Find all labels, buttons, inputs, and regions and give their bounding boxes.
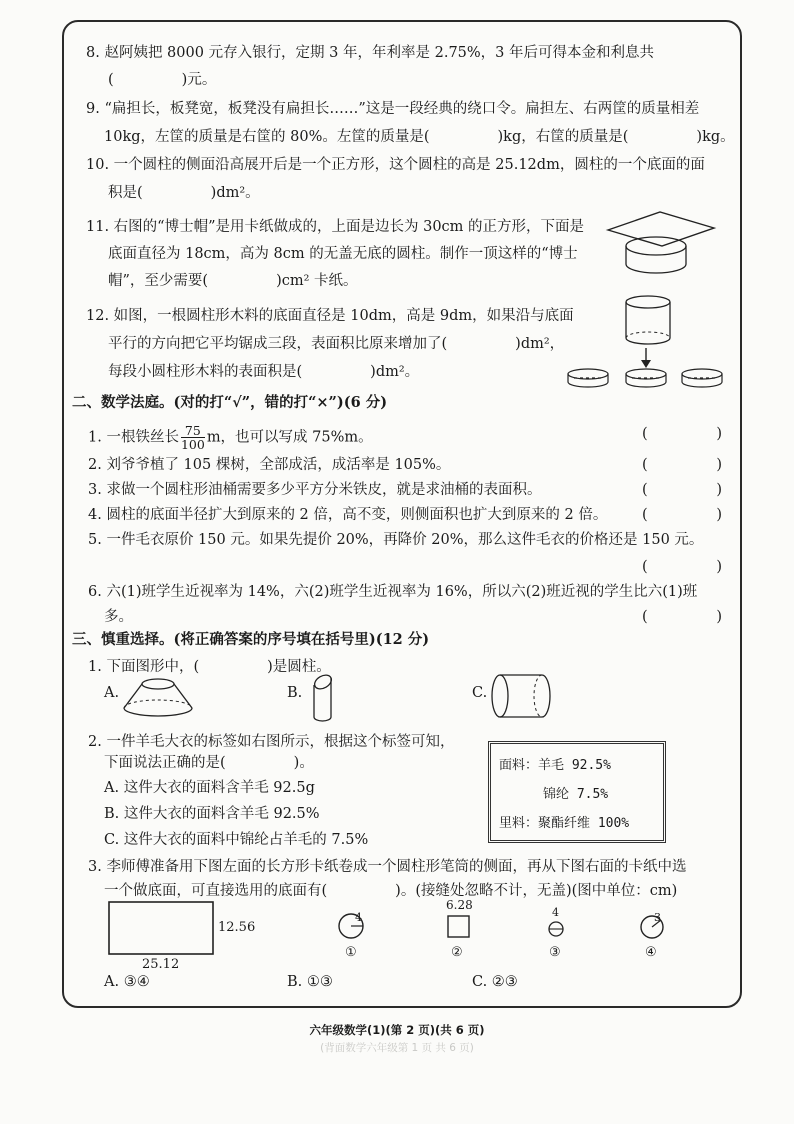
slanted-cylinder-figure [304, 673, 340, 725]
rectangle-card-figure [108, 901, 214, 955]
q9-line1: 9. “扁担长，板凳宽，板凳没有扁担长……”这是一段经典的绕口令。扁担左、右两筐的质量相差 [86, 101, 700, 117]
s2-q4-answer[interactable]: ( ) [642, 507, 722, 523]
q12-line3: 每段小圆柱形木料的表面积是( )dm²。 [108, 364, 420, 380]
figure-2-number: ② [451, 945, 463, 960]
q8-line2: ( )元。 [108, 72, 217, 88]
q12-line1: 12. 如图，一根圆柱形木料的底面直径是 10dm，高是 9dm，如果沿与底面 [86, 308, 574, 324]
section3-title: 三、慎重选择。(将正确答案的序号填在括号里)(12 分) [72, 631, 430, 648]
s2-q3: 3. 求做一个圆柱形油桶需要多少平方分米铁皮，就是求油桶的表面积。 [88, 482, 542, 498]
s2-q6-answer[interactable]: ( ) [642, 609, 722, 625]
s3-q2-option-b: B. 这件大衣的面料含羊毛 92.5% [104, 806, 320, 822]
s2-q5-answer[interactable]: ( ) [642, 559, 722, 575]
figure-1-number: ① [345, 945, 357, 960]
figure-4-number: ④ [645, 945, 657, 960]
circle-3-diameter: 4 [552, 906, 559, 919]
q11-line3: 帽”，至少需要( )cm² 卡纸。 [108, 273, 358, 289]
q11-line1: 11. 右图的“博士帽”是用卡纸做成的，上面是边长为 30cm 的正方形，下面是 [86, 219, 585, 235]
s3-q1-option-b-label: B. [287, 685, 303, 701]
s2-q4: 4. 圆柱的底面半径扩大到原来的 2 倍，高不变，则侧面积也扩大到原来的 2 倍。 [88, 507, 608, 523]
s3-q1: 1. 下面图形中，( )是圆柱。 [88, 659, 331, 675]
s3-q3-line2: 一个做底面，可直接选用的底面有( )。(接缝处忽略不计，无盖)(图中单位：cm) [104, 883, 678, 899]
circle-4-figure [639, 914, 665, 940]
s3-q3-option-b: B. ①③ [287, 974, 333, 990]
tag-line-3: 里料：聚酯纤维 100% [499, 816, 630, 831]
s2-q6-line1: 6. 六(1)班学生近视率为 14%，六(2)班学生近视率为 16%，所以六(2)班近视的学生比六(1)班 [88, 584, 698, 600]
figure-3-number: ③ [549, 945, 561, 960]
s2-q3-answer[interactable]: ( ) [642, 482, 722, 498]
s3-q1-option-c-label: C. [472, 685, 488, 701]
s3-q2-option-c: C. 这件大衣的面料中锦纶占羊毛的 7.5% [104, 832, 369, 848]
q12-line2: 平行的方向把它平均锯成三段，表面积比原来增加了( )dm²， [108, 336, 565, 352]
s3-q2-line1: 2. 一件羊毛大衣的标签如右图所示，根据这个标签可知， [88, 734, 455, 750]
circle-1-radius: 4 [355, 911, 362, 924]
q8-line1: 8. 赵阿姨把 8000 元存入银行，定期 3 年，年利率是 2.75%，3 年后可得本金和利息共 [86, 45, 655, 61]
circle-3-figure [547, 920, 565, 938]
s3-q3-option-c: C. ②③ [472, 974, 518, 990]
s3-q3-line1: 3. 李师傅准备用下图左面的长方形卡纸卷成一个圆柱形笔筒的侧面，再从下图右面的卡纸中选 [88, 859, 687, 875]
s2-q2-answer[interactable]: ( ) [642, 457, 722, 473]
q11-line2: 底面直径为 18cm，高为 8cm 的无盖无底的圆柱。制作一顶这样的“博士 [108, 246, 578, 262]
rect-height-label: 12.56 [218, 920, 256, 935]
frustum-figure [120, 676, 196, 720]
s2-q1: 1. 一根铁丝长 $\frac{75}{100}$ m，也可以写成 75%m。 [88, 423, 373, 452]
rect-width-label: 25.12 [142, 957, 180, 972]
s2-q6-line2: 多。 [104, 609, 133, 625]
tag-line-2: 锦纶 7.5% [543, 787, 609, 802]
s3-q3-option-a: A. ③④ [104, 974, 150, 990]
section2-title: 二、数学法庭。(对的打“√”，错的打“×”)(6 分) [72, 394, 388, 411]
clothing-label-tag [488, 741, 666, 843]
s3-q2-line2: 下面说法正确的是( )。 [104, 755, 314, 771]
square-2-figure [447, 915, 471, 939]
tag-line-1: 面料：羊毛 92.5% [499, 758, 611, 773]
page-footer: 六年级数学(1)(第 2 页)(共 6 页) [309, 1023, 485, 1037]
graduation-cap-figure [600, 208, 720, 278]
s2-q5: 5. 一件毛衣原价 150 元。如果先提价 20%，再降价 20%，那么这件毛衣的价格还是 150 元。 [88, 532, 704, 548]
q9-line2: 10kg，左筐的质量是右筐的 80%。左筐的质量是( )kg，右筐的质量是( )kg。 [104, 129, 735, 145]
s2-q2: 2. 刘爷爷植了 105 棵树，全部成活，成活率是 105%。 [88, 457, 451, 473]
horizontal-cylinder-figure [490, 672, 554, 722]
s3-q2-option-a: A. 这件大衣的面料含羊毛 92.5g [104, 780, 315, 796]
s3-q1-option-a-label: A. [104, 685, 120, 701]
q10-line1: 10. 一个圆柱的侧面沿高展开后是一个正方形，这个圆柱的高是 25.12dm，圆柱的一个底面的面 [86, 157, 705, 173]
bleed-through-text: (背面数学六年级第 1 页 共 6 页) [320, 1042, 474, 1054]
s2-q1-answer[interactable]: ( ) [642, 426, 722, 442]
circle-4-radius: 3 [654, 911, 661, 924]
q10-line2: 积是( )dm²。 [108, 185, 260, 201]
square-side-label: 6.28 [446, 898, 473, 912]
wood-cylinder-figure [566, 294, 732, 394]
